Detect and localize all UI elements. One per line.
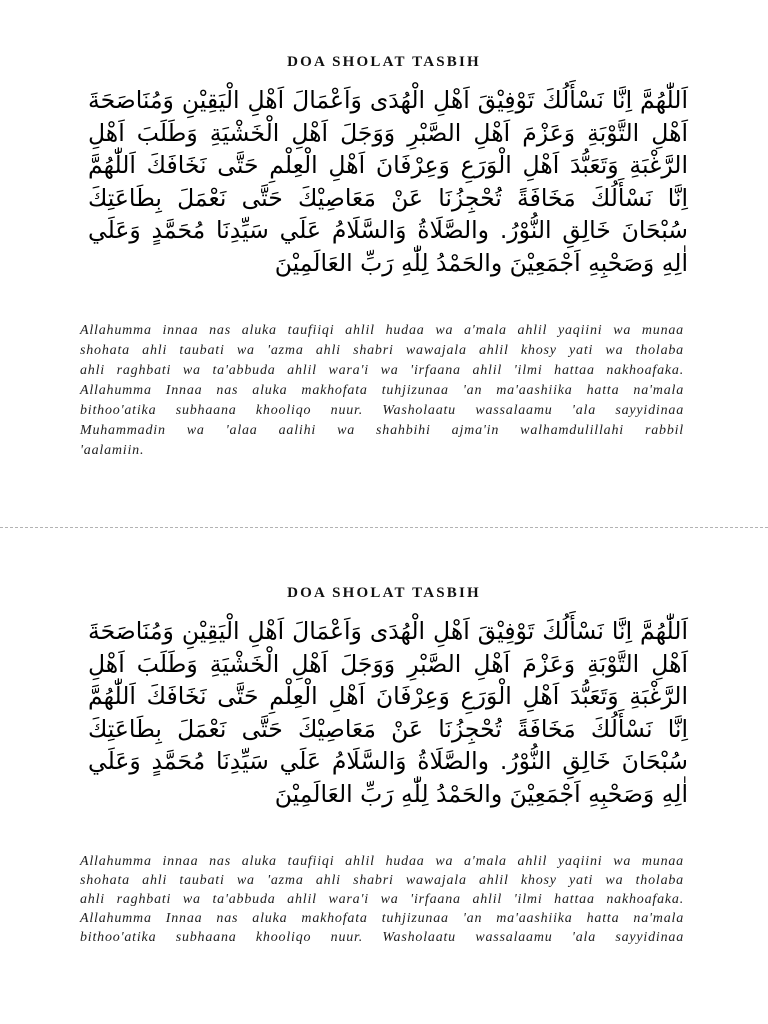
transliteration-line: ahli raghbati wa ta'abbuda ahlil wara'i wa 'irfaana ahlil 'ilmi hattaa nakhoafaka.: [80, 363, 684, 378]
transliteration-line: shohata ahli taubati wa 'azma ahli shabri wawajala ahlil khosy yati wa tholaba: [80, 873, 684, 888]
arabic-line: اٰلِهِ وَصَحْبِهِ اَجْمَعِيْنَ والحَمْدُ لِلّٰهِ رَبِّ العَالَمِيْنَ: [274, 248, 688, 277]
arabic-line: اَهْلِ التَّوْبَةِ وَعَزْمَ اَهْلِ الصَّبْرِ وَوَجَلَ اَهْلِ الْخَشْيَةِ وَطَلَبَ اَهْلِ: [88, 649, 688, 678]
transliteration-line: 'aalamiin.: [80, 443, 145, 458]
arabic-line: اِنَّا نَسْأَلُكَ مَخَافَةً تُحْجِزُنَا عَنْ مَعَاصِيْكَ حَتَّى نَعْمَلَ بِطَاعَتِكَ: [88, 183, 688, 212]
transliteration-block: [80, 321, 684, 461]
transliteration-line: shohata ahli taubati wa 'azma ahli shabri wawajala ahlil khosy yati wa tholaba: [80, 343, 684, 358]
arabic-line: اٰلِهِ وَصَحْبِهِ اَجْمَعِيْنَ والحَمْدُ لِلّٰهِ رَبِّ العَالَمِيْنَ: [274, 779, 688, 808]
arabic-text-block: [88, 615, 688, 810]
doa-title: DOA SHOLAT TASBIH: [287, 585, 481, 601]
arabic-line: اِنَّا نَسْأَلُكَ مَخَافَةً تُحْجِزُنَا عَنْ مَعَاصِيْكَ حَتَّى نَعْمَلَ بِطَاعَتِكَ: [88, 714, 688, 743]
doa-card-2: [0, 531, 768, 1024]
transliteration-line: Allahumma innaa nas aluka taufiiqi ahlil hudaa wa a'mala ahlil yaqiini wa munaa: [80, 323, 684, 338]
doa-title: DOA SHOLAT TASBIH: [287, 54, 481, 70]
transliteration-line: Allahumma Innaa nas aluka makhofata tuhjizunaa 'an ma'aashiika hatta na'mala: [80, 383, 684, 398]
arabic-line: سُبْحَانَ خَالِقِ النُّوْرُ. والصَّلَاةُ وَالسَّلَامُ عَلَي سَيِّدِنَا مُحَمَّدٍ وَعَلَي: [88, 216, 688, 244]
transliteration-block: [80, 852, 684, 947]
arabic-line: الرَّغْبَةِ وَتَعَبُّدَ اَهْلِ الْوَرَعِ وَعِرْفَانَ اَهْلِ الْعِلْمِ حَتَّى نَخَافَكَ اَللّٰهُمَّ: [88, 682, 688, 710]
transliteration-line: bithoo'atika subhaana khooliqo nuur. Washolaatu wassalaamu 'ala sayyidinaa: [80, 403, 684, 418]
transliteration-line: bithoo'atika subhaana khooliqo nuur. Washolaatu wassalaamu 'ala sayyidinaa: [80, 930, 684, 945]
arabic-line: اَهْلِ التَّوْبَةِ وَعَزْمَ اَهْلِ الصَّبْرِ وَوَجَلَ اَهْلِ الْخَشْيَةِ وَطَلَبَ اَهْلِ: [88, 118, 688, 147]
cut-line-divider: [0, 527, 768, 528]
transliteration-line: Muhammadin wa 'alaa aalihi wa shahbihi ajma'in walhamdulillahi rabbil: [80, 423, 684, 438]
arabic-line: سُبْحَانَ خَالِقِ النُّوْرُ. والصَّلَاةُ وَالسَّلَامُ عَلَي سَيِّدِنَا مُحَمَّدٍ وَعَلَي: [88, 747, 688, 775]
transliteration-line: ahli raghbati wa ta'abbuda ahlil wara'i wa 'irfaana ahlil 'ilmi hattaa nakhoafaka.: [80, 892, 684, 907]
transliteration-line: Allahumma innaa nas aluka taufiiqi ahlil hudaa wa a'mala ahlil yaqiini wa munaa: [80, 854, 684, 869]
arabic-line: الرَّغْبَةِ وَتَعَبُّدَ اَهْلِ الْوَرَعِ وَعِرْفَانَ اَهْلِ الْعِلْمِ حَتَّى نَخَافَكَ اَللّٰهُمَّ: [88, 151, 688, 179]
arabic-line: اَللّٰهُمَّ اِنَّا نَسْأَلُكَ تَوْفِيْقَ اَهْلِ الْهُدَى وَاَعْمَالَ اَهْلِ الْيَقِيْنِ وَمُنَاصَحَةَ: [88, 617, 688, 645]
transliteration-line: Allahumma Innaa nas aluka makhofata tuhjizunaa 'an ma'aashiika hatta na'mala: [80, 911, 684, 926]
arabic-line: اَللّٰهُمَّ اِنَّا نَسْأَلُكَ تَوْفِيْقَ اَهْلِ الْهُدَى وَاَعْمَالَ اَهْلِ الْيَقِيْنِ وَمُنَاصَحَةَ: [88, 86, 688, 114]
arabic-text-block: [88, 84, 688, 279]
